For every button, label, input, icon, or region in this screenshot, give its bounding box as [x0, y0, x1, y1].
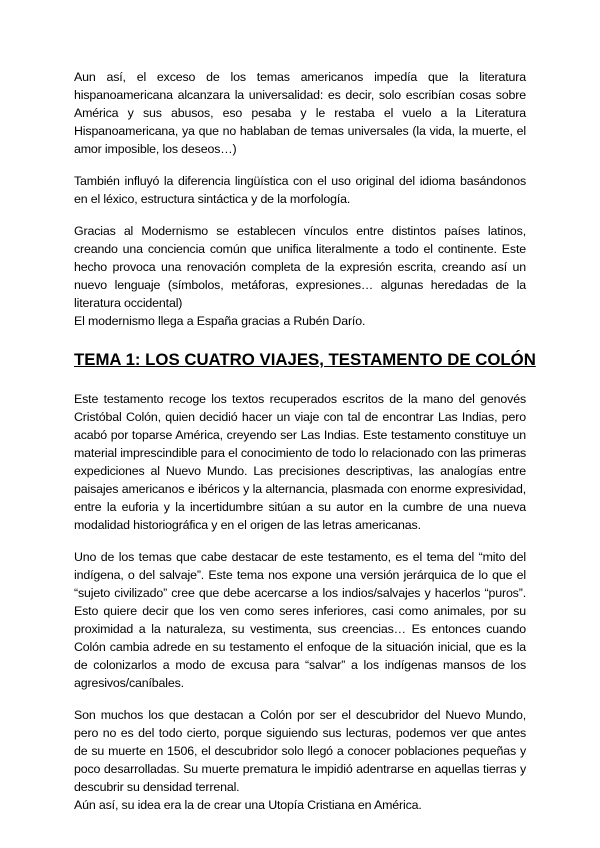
- intro-paragraph-4: El modernismo llega a España gracias a Rubén Darío.: [74, 314, 366, 328]
- section-paragraph-1: Este testamento recoge los textos recuperados escritos de la mano del genovés Cristóbal Colón, quien decidió hacer un viaje con tal de encontrar Las Indias, pero acabó por toparse América, creyendo ser Las Indias. Este testamento constituye un material imprescindible para el conocimiento de todo lo relacionado con las primeras expediciones al Nuevo Mundo. Las precisiones descriptivas, las analogías entre paisajes americanos e ibéricos y la alternancia, plasmada con enorme expresividad, entre la euforia y la incertidumbre sitúan a su autor en la cumbre de una nueva modalidad historiográfica y en el origen de las letras americanas.: [74, 392, 526, 532]
- section-paragraph-2: Uno de los temas que cabe destacar de este testamento, es el tema del “mito del indígena, o del salvaje”. Este tema nos expone una versión jerárquica de lo que el “sujeto civilizado” cree que debe acercarse a los indios/salvajes y hacerlos “puros”. Esto quiere decir que los ven como seres inferiores, casi como animales, por su proximidad a la naturaleza, su vestimenta, sus creencias… Es entonces cuando Colón cambia adrede en su testamento el enfoque de la situación inicial, que es la de colonizarlos a modo de excusa para “salvar” a los indígenas mansos de los agresivos/caníbales.: [74, 550, 526, 690]
- spacer: [74, 692, 526, 706]
- spacer: [74, 330, 526, 348]
- section-heading: TEMA 1: LOS CUATRO VIAJES, TESTAMENTO DE COLÓN: [74, 350, 536, 369]
- section-paragraph-3: Son muchos los que destacan a Colón por ser el descubridor del Nuevo Mundo, pero no es del todo cierto, porque siguiendo sus lecturas, podemos ver que antes de su muerte en 1506, el descubridor solo llegó a conocer poblaciones pequeñas y poco desarrolladas. Su muerte prematura le impidió adentrarse en aquellas tierras y descubrir su densidad terrenal.: [74, 708, 526, 794]
- section-paragraph-4: Aún así, su idea era la de crear una Utopía Cristiana en América.: [74, 798, 422, 812]
- intro-paragraph-2: También influyó la diferencia lingüística con el uso original del idioma basándonos en el léxico, estructura sintáctica y de la morfología.: [74, 174, 526, 206]
- spacer: [74, 534, 526, 548]
- spacer: [74, 208, 526, 222]
- document-page: [74, 68, 536, 814]
- intro-paragraph-3: Gracias al Modernismo se establecen vínculos entre distintos países latinos, creando una conciencia común que unifica literalmente a todo el continente. Este hecho provoca una renovación completa de la expresión escrita, creando así un nuevo lenguaje (símbolos, metáforas, expresiones… algunas heredadas de la literatura occidental): [74, 224, 526, 310]
- spacer: [74, 372, 526, 390]
- intro-paragraph-1: Aun así, el exceso de los temas americanos impedía que la literatura hispanoamericana alcanzara la universalidad: es decir, solo escribían cosas sobre América y sus abusos, eso pesaba y le restaba el vuelo a la Literatura Hispanoamericana, ya que no hablaban de temas universales (la vida, la muerte, el amor imposible, los deseos…): [74, 70, 526, 156]
- spacer: [74, 158, 526, 172]
